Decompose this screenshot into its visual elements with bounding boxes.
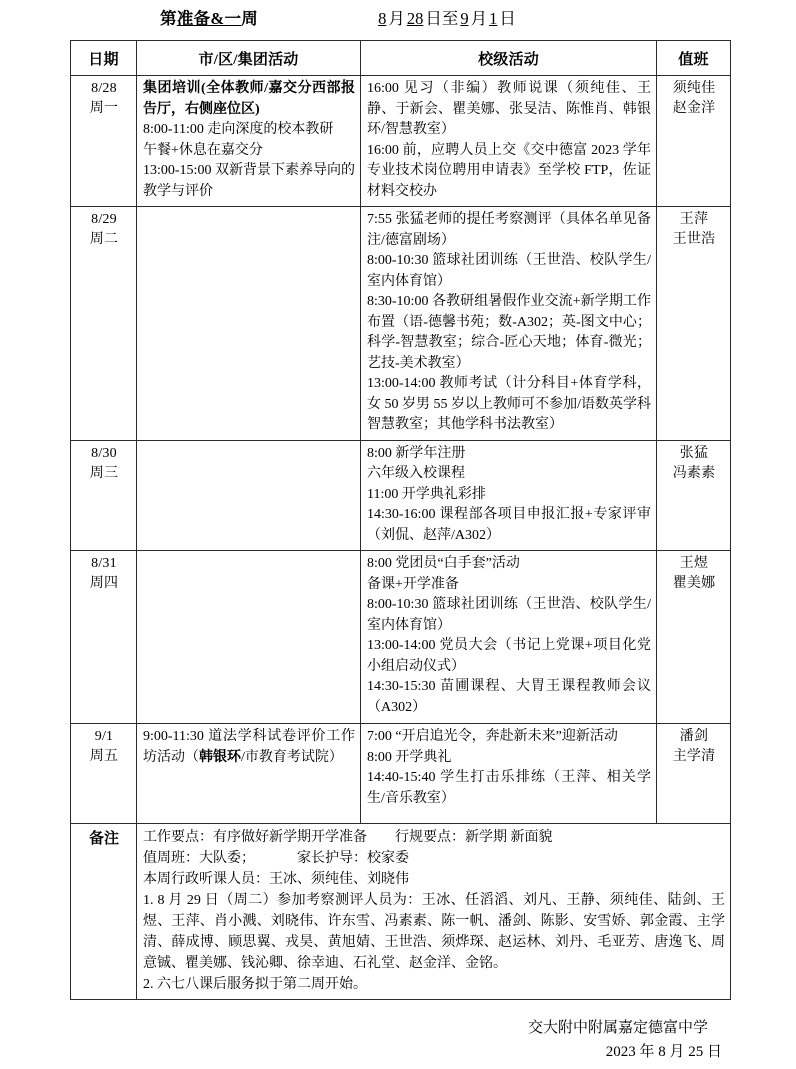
week-title-mid: 准备&一 — [176, 9, 242, 28]
school-activity-line: 备课+开学准备 — [367, 576, 459, 592]
date-range-day2-label: 日 — [499, 9, 516, 28]
school-activity-line: 14:30-15:30 苗圃课程、大胃王课程教师会议（A302） — [367, 679, 651, 715]
school-activity-line: 11:00 开学典礼彩排 — [367, 486, 486, 502]
table-row — [71, 724, 731, 824]
city-activity-line: 集团培训(全体教师/嘉交分西部报告厅，右侧座位区) — [143, 81, 355, 117]
table-row — [71, 207, 731, 441]
school-activity-cell — [361, 551, 657, 724]
city-activity-cell — [137, 440, 361, 551]
duty-person: 主学清 — [672, 749, 716, 764]
date-cell — [71, 551, 137, 724]
date-value: 9/1 — [94, 729, 114, 744]
notes-label: 备注 — [71, 824, 137, 1000]
date-range-day1-label: 日至 — [425, 9, 459, 28]
column-header-duty: 值班 — [657, 41, 731, 76]
school-activity-line: 16:00 前，应聘人员上交《交中德富 2023 学年专业技术岗位聘用申请表》至学校 FTP，佐证材料交校办 — [367, 142, 651, 199]
date-value: 8/30 — [91, 445, 117, 461]
weekday-value: 周一 — [89, 101, 119, 116]
duty-person: 潘剑 — [679, 729, 709, 744]
notes-row — [71, 824, 731, 1000]
city-activity-line: 午餐+休息在嘉交分 — [143, 142, 263, 158]
duty-person: 张猛 — [679, 445, 709, 461]
school-activity-line: 六年级入校课程 — [367, 466, 465, 481]
footer-date: 2023 年 8 月 25 日 — [605, 1044, 722, 1060]
date-value: 8/31 — [91, 556, 117, 571]
duty-person: 瞿美娜 — [672, 576, 716, 591]
date-cell — [71, 440, 137, 551]
date-cell — [71, 76, 137, 207]
document-header — [0, 0, 796, 40]
table-body — [71, 76, 731, 1000]
weekday-value: 周五 — [89, 749, 119, 764]
date-range-month1: 8 — [378, 9, 387, 28]
week-title-suffix: 周 — [241, 9, 259, 28]
school-activity-line: 8:00 开学典礼 — [367, 749, 452, 765]
date-range-day2: 1 — [489, 9, 498, 28]
weekday-value: 周三 — [89, 465, 119, 481]
school-activity-line: 14:30-16:00 课程部各项目申报汇报+专家评审（刘侃、赵萍/A302） — [367, 507, 651, 543]
weekday-value: 周四 — [89, 576, 119, 591]
date-value: 8/28 — [91, 81, 117, 96]
table-row — [71, 76, 731, 207]
notes-line-after-school-service: 2. 六七八课后服务拟于第二周开始。 — [143, 977, 367, 992]
date-value: 8/29 — [91, 212, 117, 227]
date-cell — [71, 207, 137, 441]
school-activity-line: 16:00 见习（非编）教师说课（须纯佳、王静、于新会、瞿美娜、张旻洁、陈惟肖、韩银环/智慧教室） — [367, 81, 651, 137]
school-activity-line: 8:30-10:00 各教研组暑假作业交流+新学期工作布置（语-德馨书苑；数-A302；英-图文中心；科学-智慧教室；综合-匠心天地；体育-微光；艺技-美术教室） — [367, 294, 651, 371]
schedule-table-wrapper — [0, 40, 796, 1000]
date-cell — [71, 724, 137, 824]
school-activity-line: 14:40-15:40 学生打击乐排练（王萍、相关学生/音乐教室） — [367, 770, 651, 806]
city-activity-line: 13:00-15:00 双新背景下素养导向的教学与评价 — [143, 163, 355, 199]
school-activity-line: 13:00-14:00 教师考试（计分科目+体育学科，女 50 岁男 55 岁以上教师可不参加/语数英学科智慧教室；其他学科书法教室） — [367, 376, 651, 432]
city-activity-cell — [137, 724, 361, 824]
school-activity-line: 8:00-10:30 篮球社团训练（王世浩、校队学生/室内体育馆） — [367, 597, 651, 633]
duty-cell — [657, 551, 731, 724]
school-activity-line: 8:00 新学年注册 — [367, 445, 466, 461]
duty-person: 王煜 — [679, 556, 709, 571]
duty-cell — [657, 76, 731, 207]
city-activity-line: 9:00-11:30 道法学科试卷评价工作坊活动（韩银环/市教育考试院） — [143, 729, 355, 765]
duty-cell — [657, 440, 731, 551]
school-activity-cell — [361, 724, 657, 824]
school-activity-line: 8:00 党团员“白手套”活动 — [367, 556, 520, 571]
duty-person: 赵金洋 — [672, 101, 716, 116]
date-range-day1: 28 — [406, 9, 424, 28]
weekday-value: 周二 — [89, 232, 119, 247]
duty-person: 王萍 — [679, 212, 709, 227]
column-header-city: 市/区/集团活动 — [137, 41, 361, 76]
notes-line-evaluation-list: 1. 8 月 29 日（周二）参加考察测评人员为：王冰、任滔滔、刘凡、王静、须纯佳、陆剑、王煜、王萍、肖小溅、刘晓伟、许东雪、冯素素、陈一帆、潘剑、陈影、安雪娇、郭金霞、主学清、薛成博、顾思翼、戎昊、黄旭婧、王世浩、须烨琛、赵运林、刘丹、毛亚芳、唐逸飞、周意铖、瞿美娜、钱沁卿、徐幸迪、石礼堂、赵金洋、金铭。 — [143, 893, 725, 971]
city-activity-cell — [137, 76, 361, 207]
notes-line-duty-class: 值周班：大队委； 家长护导：校家委 — [143, 851, 409, 866]
city-activity-line-emphasis: 韩银环 — [199, 749, 241, 765]
school-activity-cell — [361, 76, 657, 207]
notes-body — [137, 824, 731, 1000]
document-footer — [0, 1016, 796, 1064]
table-row — [71, 440, 731, 551]
school-activity-cell — [361, 207, 657, 441]
school-activity-line: 8:00-10:30 篮球社团训练（王世浩、校队学生/室内体育馆） — [367, 253, 651, 289]
table-header — [71, 41, 731, 76]
city-activity-cell — [137, 551, 361, 724]
week-title — [160, 8, 258, 30]
date-range-month2-label: 月 — [470, 9, 488, 28]
footer-school-name: 交大附中附属嘉定德富中学 — [527, 1020, 708, 1036]
school-activity-line: 7:00 “开启追光令，奔赴新未来”迎新活动 — [367, 729, 618, 744]
duty-cell — [657, 724, 731, 824]
school-activity-line: 13:00-14:00 党员大会（书记上党课+项目化党小组启动仪式） — [367, 638, 651, 674]
date-range-month1-label: 月 — [388, 9, 405, 28]
city-activity-cell — [137, 207, 361, 441]
week-title-prefix: 第 — [160, 9, 177, 28]
duty-person: 冯素素 — [672, 465, 716, 481]
date-range-month2: 9 — [460, 9, 469, 28]
school-activity-line: 7:55 张猛老师的提任考察测评（具体名单见备注/德富剧场） — [367, 212, 651, 248]
city-activity-line: 8:00-11:00 走向深度的校本教研 — [143, 122, 334, 137]
duty-person: 王世浩 — [672, 232, 716, 247]
notes-line-work-points: 工作要点：有序做好新学期开学准备 行规要点：新学期 新面貌 — [143, 830, 553, 845]
column-header-school: 校级活动 — [361, 41, 657, 76]
school-activity-cell — [361, 440, 657, 551]
duty-cell — [657, 207, 731, 441]
table-header-row — [71, 41, 731, 76]
notes-line-admin-observers: 本周行政听课人员：王冰、须纯佳、刘晓伟 — [143, 872, 409, 887]
table-row — [71, 551, 731, 724]
duty-person: 须纯佳 — [672, 81, 716, 96]
column-header-date: 日期 — [71, 41, 137, 76]
schedule-table — [70, 40, 731, 1000]
date-range — [376, 8, 516, 30]
